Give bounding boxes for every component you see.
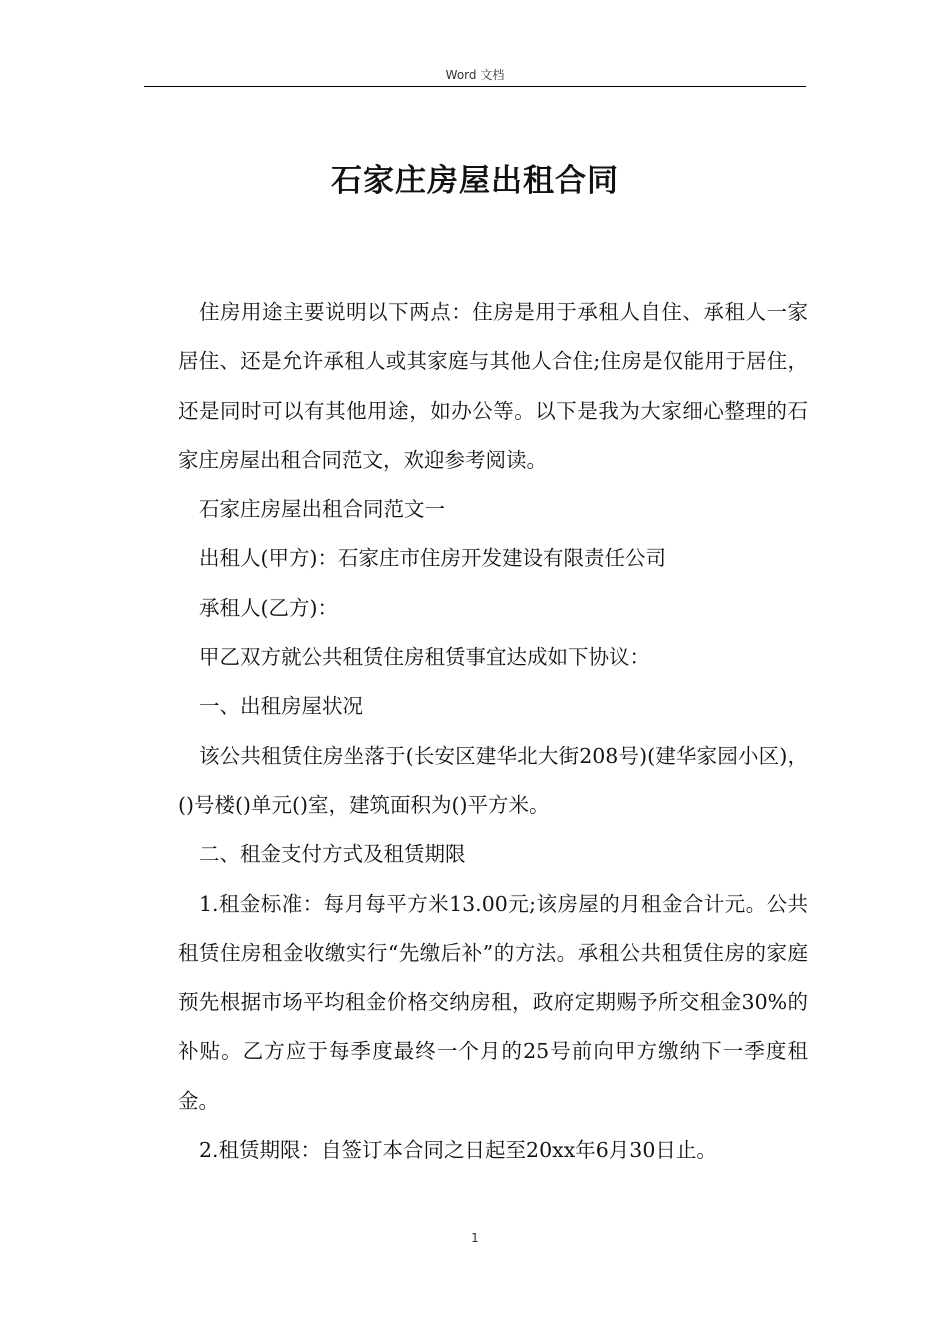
page-number: 1 (471, 1231, 479, 1245)
paragraph-lease-term: 2.租赁期限：自签订本合同之日起至20xx年6月30日止。 (199, 1138, 717, 1163)
paragraph-intro: 住房用途主要说明以下两点：住房是用于承租人自住、承租人一家居住、还是允许承租人或其家庭与其他人合住;住房是仅能用于居住，还是同时可以有其他用途，如办公等。以下是我为大家细心整理的石家庄房屋出租合同范文，欢迎参考阅读。 (178, 300, 808, 472)
document-title: 石家庄房屋出租合同 (331, 163, 619, 199)
paragraph-agreement: 甲乙双方就公共租赁住房租赁事宜达成如下协议： (199, 645, 650, 670)
paragraph-section-heading: 石家庄房屋出租合同范文一 (199, 497, 445, 522)
paragraph-clause-2-heading: 二、租金支付方式及租赁期限 (199, 842, 466, 867)
paragraph-lessor: 出租人(甲方)：石家庄市住房开发建设有限责任公司 (199, 546, 666, 571)
page-header: Word 文档 (445, 68, 505, 82)
paragraph-rent-standard: 1.租金标准：每月每平方米13.00元;该房屋的月租金合计元。公共租赁住房租金收缴实行“先缴后补”的方法。承租公共租赁住房的家庭预先根据市场平均租金价格交纳房租，政府定期赐予所交租金30%的补贴。乙方应于每季度最终一个月的25号前向甲方缴纳下一季度租金。 (178, 891, 808, 1113)
paragraph-property-location: 该公共租赁住房坐落于(长安区建华北大街208号)(建华家园小区)，()号楼()单元()室，建筑面积为()平方米。 (178, 743, 808, 817)
document-body (178, 288, 808, 1175)
paragraph-clause-1-heading: 一、出租房屋状况 (199, 694, 363, 719)
header-divider (144, 86, 806, 87)
paragraph-lessee: 承租人(乙方)： (199, 595, 338, 620)
